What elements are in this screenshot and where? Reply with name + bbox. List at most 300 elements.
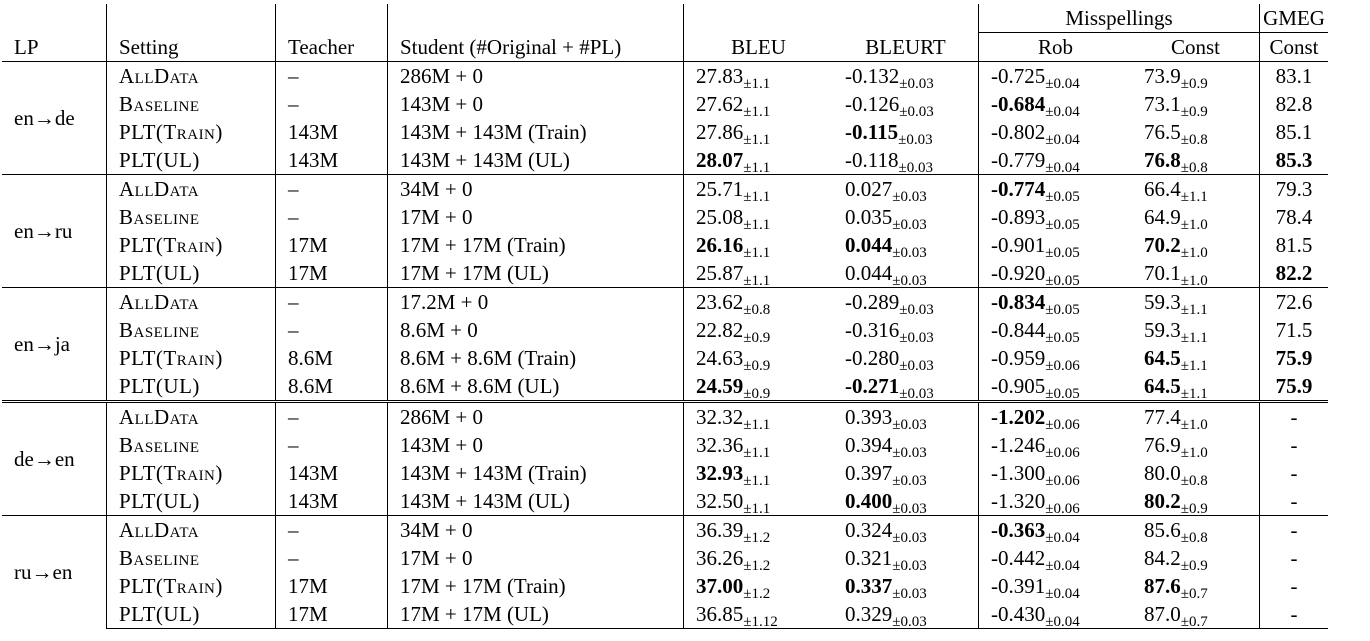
rob-cell [979,402,1133,432]
header-spacer [107,4,276,33]
table-row [2,203,1328,231]
bleu-cell [684,175,834,204]
const-ci: ±0.8 [1180,530,1208,546]
const-cell [1132,90,1260,118]
header-setting: Setting [107,33,276,62]
table-row [2,259,1328,288]
bleu-cell [684,572,834,600]
rob-cell [979,316,1133,344]
table-row [2,402,1328,432]
bleurt-ci: ±0.03 [892,530,927,546]
teacher-cell: – [276,62,388,91]
const-cell [1132,402,1260,432]
header-teacher: Teacher [276,33,388,62]
rob-value: -0.844 [991,318,1046,342]
bleurt-cell [833,146,979,175]
const-value: 84.2 [1144,546,1181,570]
setting-cell: PLT(UL) [107,259,276,288]
bleurt-ci: ±0.03 [892,586,927,602]
bleurt-cell [833,431,979,459]
rob-ci: ±0.06 [1045,501,1080,517]
bleurt-value: -0.316 [845,318,900,342]
setting-cell: Baseline [107,544,276,572]
rob-ci: ±0.05 [1045,189,1080,205]
bleu-value: 36.39 [696,518,744,542]
rob-ci: ±0.06 [1045,358,1080,374]
setting-cell: PLT(Train) [107,118,276,146]
bleurt-value: 0.321 [845,546,893,570]
bleu-cell [684,231,834,259]
table-row [2,316,1328,344]
bleurt-ci: ±0.03 [892,245,927,261]
student-cell: 143M + 143M (UL) [388,487,684,516]
setting-cell: PLT(UL) [107,487,276,516]
bleu-cell [684,146,834,175]
rob-value: -0.684 [991,92,1046,116]
const-ci: ±1.0 [1180,273,1208,289]
bleurt-value: 0.394 [845,433,893,457]
table-row [2,431,1328,459]
rob-cell [979,572,1133,600]
gmeg-cell: - [1260,572,1329,600]
rob-ci: ±0.06 [1045,417,1080,433]
const-value: 73.9 [1144,64,1181,88]
gmeg-cell: - [1260,459,1329,487]
header-bleurt: BLEURT [833,33,979,62]
rob-value: -0.391 [991,574,1046,598]
bleu-ci: ±1.2 [743,586,771,602]
const-ci: ±0.7 [1180,614,1208,630]
const-cell [1132,459,1260,487]
bleurt-ci: ±0.03 [898,160,933,176]
header-spacer [2,4,107,33]
table-row [2,487,1328,516]
bleurt-value: -0.289 [845,290,900,314]
bleu-cell [684,372,834,402]
bleurt-cell [833,516,979,545]
gmeg-cell: - [1260,431,1329,459]
rob-cell [979,372,1133,402]
gmeg-cell: - [1260,487,1329,516]
const-cell [1132,372,1260,402]
teacher-cell: 143M [276,146,388,175]
bleurt-ci: ±0.03 [899,76,934,92]
bleurt-ci: ±0.03 [899,330,934,346]
gmeg-cell: - [1260,402,1329,432]
bleurt-cell [833,175,979,204]
rob-ci: ±0.05 [1045,245,1080,261]
rob-cell [979,288,1133,317]
bleurt-cell [833,62,979,91]
const-value: 59.3 [1144,318,1181,342]
const-value: 64.5 [1144,374,1181,398]
bleurt-value: 0.044 [845,233,893,257]
rob-cell [979,62,1133,91]
bleurt-cell [833,288,979,317]
bleurt-ci: ±0.03 [899,104,934,120]
rob-ci: ±0.04 [1045,76,1080,92]
bleu-cell [684,516,834,545]
setting-cell: AllData [107,62,276,91]
const-ci: ±0.8 [1180,160,1208,176]
bleu-value: 27.83 [696,64,744,88]
bleurt-value: 0.397 [845,461,893,485]
student-cell: 286M + 0 [388,402,684,432]
bleurt-ci: ±0.03 [899,358,934,374]
rob-value: -0.834 [991,290,1046,314]
const-value: 80.2 [1144,489,1181,513]
lp-label: en→ru [2,175,107,288]
gmeg-cell: 78.4 [1260,203,1329,231]
bleu-cell [684,118,834,146]
const-ci: ±1.1 [1180,358,1208,374]
teacher-cell: – [276,175,388,204]
const-value: 76.8 [1144,148,1181,172]
bleurt-cell [833,487,979,516]
bleurt-ci: ±0.03 [892,189,927,205]
table-row [2,372,1328,402]
bleu-ci: ±0.9 [743,386,771,402]
setting-cell: PLT(UL) [107,372,276,402]
header-bleu: BLEU [684,33,834,62]
const-ci: ±1.1 [1180,330,1208,346]
bleu-value: 27.86 [696,120,744,144]
bleurt-value: -0.280 [845,346,900,370]
bleurt-cell [833,600,979,629]
student-cell: 143M + 0 [388,431,684,459]
rob-ci: ±0.05 [1045,386,1080,402]
const-cell [1132,146,1260,175]
rob-value: -1.300 [991,461,1046,485]
bleurt-ci: ±0.03 [892,445,927,461]
table-row [2,600,1328,629]
gmeg-cell: 72.6 [1260,288,1329,317]
bleu-value: 23.62 [696,290,744,314]
bleurt-value: 0.035 [845,205,893,229]
bleurt-ci: ±0.03 [892,417,927,433]
bleu-ci: ±1.1 [743,76,771,92]
student-cell: 17.2M + 0 [388,288,684,317]
bleurt-cell [833,402,979,432]
const-cell [1132,259,1260,288]
rob-cell [979,146,1133,175]
bleurt-value: 0.044 [845,261,893,285]
table-row [2,62,1328,91]
teacher-cell: 8.6M [276,344,388,372]
bleu-ci: ±1.1 [743,189,771,205]
bleurt-value: 0.027 [845,177,893,201]
bleu-value: 27.62 [696,92,744,116]
teacher-cell: – [276,431,388,459]
bleurt-value: 0.324 [845,518,893,542]
rob-cell [979,259,1133,288]
student-cell: 143M + 143M (UL) [388,146,684,175]
student-cell: 143M + 143M (Train) [388,459,684,487]
gmeg-cell: 85.3 [1260,146,1329,175]
bleu-cell [684,487,834,516]
setting-cell: PLT(Train) [107,459,276,487]
bleurt-cell [833,118,979,146]
rob-value: -0.430 [991,602,1046,626]
rob-value: -0.779 [991,148,1046,172]
teacher-cell: 17M [276,572,388,600]
rob-value: -0.442 [991,546,1046,570]
rob-cell [979,231,1133,259]
teacher-cell: – [276,288,388,317]
student-cell: 286M + 0 [388,62,684,91]
rob-ci: ±0.04 [1045,160,1080,176]
header-row [2,33,1328,62]
rob-ci: ±0.04 [1045,132,1080,148]
gmeg-cell: 81.5 [1260,231,1329,259]
student-cell: 8.6M + 0 [388,316,684,344]
bleurt-ci: ±0.03 [892,473,927,489]
rob-value: -1.320 [991,489,1046,513]
setting-cell: Baseline [107,431,276,459]
rob-ci: ±0.05 [1045,273,1080,289]
const-value: 80.0 [1144,461,1181,485]
gmeg-cell: 82.8 [1260,90,1329,118]
bleu-ci: ±1.2 [743,558,771,574]
gmeg-cell: 82.2 [1260,259,1329,288]
bleurt-ci: ±0.03 [892,614,927,630]
bleu-cell [684,316,834,344]
const-cell [1132,203,1260,231]
bleu-value: 32.50 [696,489,744,513]
bleu-cell [684,431,834,459]
header-gmeg-const: Const [1260,33,1329,62]
bleurt-cell [833,316,979,344]
setting-cell: PLT(Train) [107,231,276,259]
const-cell [1132,118,1260,146]
bleurt-ci: ±0.03 [892,501,927,517]
bleu-cell [684,544,834,572]
bleu-value: 36.26 [696,546,744,570]
const-value: 76.5 [1144,120,1181,144]
header-spacer [684,4,834,33]
bleu-cell [684,259,834,288]
bleu-ci: ±1.1 [743,160,771,176]
bleu-cell [684,90,834,118]
rob-value: -0.893 [991,205,1046,229]
rob-ci: ±0.04 [1045,530,1080,546]
const-cell [1132,487,1260,516]
bleurt-ci: ±0.03 [898,132,933,148]
gmeg-cell: 71.5 [1260,316,1329,344]
header-student: Student (#Original + #PL) [388,33,684,62]
header-spacer [276,4,388,33]
const-cell [1132,288,1260,317]
teacher-cell: 143M [276,118,388,146]
bleurt-value: 0.337 [845,574,893,598]
rob-cell [979,516,1133,545]
rob-ci: ±0.04 [1045,614,1080,630]
table-row [2,90,1328,118]
table-row [2,118,1328,146]
student-cell: 17M + 17M (Train) [388,572,684,600]
rob-value: -0.725 [991,64,1046,88]
const-value: 70.2 [1144,233,1181,257]
bleurt-value: -0.132 [845,64,900,88]
table-row [2,544,1328,572]
header-gmeg: GMEG [1260,4,1329,33]
const-cell [1132,544,1260,572]
bleu-value: 22.82 [696,318,744,342]
bleu-cell [684,402,834,432]
setting-cell: PLT(UL) [107,600,276,629]
setting-cell: AllData [107,175,276,204]
teacher-cell: 143M [276,487,388,516]
bleu-value: 26.16 [696,233,744,257]
const-cell [1132,344,1260,372]
teacher-cell: 17M [276,600,388,629]
bleurt-value: -0.118 [845,148,899,172]
table-row [2,175,1328,204]
bleurt-cell [833,203,979,231]
const-ci: ±0.8 [1180,132,1208,148]
student-cell: 34M + 0 [388,516,684,545]
header-rob: Rob [979,33,1133,62]
bleu-ci: ±1.1 [743,132,771,148]
teacher-cell: – [276,203,388,231]
bleurt-value: 0.400 [845,489,893,513]
const-ci: ±1.0 [1180,245,1208,261]
bleurt-cell [833,344,979,372]
const-cell [1132,572,1260,600]
const-value: 73.1 [1144,92,1181,116]
const-ci: ±1.0 [1180,417,1208,433]
bleu-ci: ±1.12 [743,614,778,630]
bleurt-value: 0.393 [845,405,893,429]
teacher-cell: – [276,544,388,572]
rob-cell [979,175,1133,204]
bleu-value: 32.93 [696,461,744,485]
rob-cell [979,487,1133,516]
rob-value: -0.774 [991,177,1046,201]
rob-value: -1.202 [991,405,1046,429]
teacher-cell: – [276,402,388,432]
rob-value: -0.959 [991,346,1046,370]
rob-value: -0.802 [991,120,1046,144]
bleu-ci: ±0.8 [743,302,771,318]
student-cell: 17M + 17M (UL) [388,259,684,288]
bleu-ci: ±1.1 [743,501,771,517]
bleurt-cell [833,259,979,288]
bleu-value: 24.63 [696,346,744,370]
bleu-value: 37.00 [696,574,744,598]
const-value: 64.9 [1144,205,1181,229]
const-ci: ±1.1 [1180,189,1208,205]
bleu-value: 28.07 [696,148,744,172]
bleurt-ci: ±0.03 [892,217,927,233]
student-cell: 143M + 0 [388,90,684,118]
const-ci: ±1.0 [1180,445,1208,461]
results-table [2,4,1328,629]
gmeg-cell: 83.1 [1260,62,1329,91]
bleu-ci: ±1.1 [743,273,771,289]
teacher-cell: – [276,90,388,118]
bleu-value: 36.85 [696,602,744,626]
setting-cell: AllData [107,288,276,317]
student-cell: 8.6M + 8.6M (UL) [388,372,684,402]
const-ci: ±0.7 [1180,586,1208,602]
student-cell: 17M + 17M (Train) [388,231,684,259]
rob-ci: ±0.05 [1045,330,1080,346]
setting-cell: PLT(Train) [107,572,276,600]
rob-cell [979,90,1133,118]
bleu-value: 32.32 [696,405,744,429]
header-lp: LP [2,33,107,62]
table-row [2,231,1328,259]
bleu-cell [684,344,834,372]
bleu-ci: ±1.1 [743,473,771,489]
gmeg-cell: - [1260,600,1329,629]
teacher-cell: 8.6M [276,372,388,402]
rob-ci: ±0.04 [1045,104,1080,120]
rob-value: -0.363 [991,518,1046,542]
bleu-cell [684,459,834,487]
gmeg-cell: 79.3 [1260,175,1329,204]
rob-ci: ±0.06 [1045,445,1080,461]
rob-value: -0.905 [991,374,1046,398]
const-value: 64.5 [1144,346,1181,370]
lp-label: ru→en [2,516,107,629]
bleurt-cell [833,459,979,487]
bleu-value: 32.36 [696,433,744,457]
teacher-cell: 17M [276,259,388,288]
table-row [2,344,1328,372]
bleurt-ci: ±0.03 [899,302,934,318]
student-cell: 8.6M + 8.6M (Train) [388,344,684,372]
bleu-ci: ±0.9 [743,330,771,346]
bleurt-value: 0.329 [845,602,893,626]
lp-label: de→en [2,402,107,516]
rob-value: -0.920 [991,261,1046,285]
table-row [2,146,1328,175]
rob-ci: ±0.06 [1045,473,1080,489]
const-ci: ±0.9 [1180,501,1208,517]
const-ci: ±0.9 [1180,76,1208,92]
const-cell [1132,431,1260,459]
bleu-cell [684,288,834,317]
const-cell [1132,231,1260,259]
bleu-value: 25.71 [696,177,744,201]
const-value: 59.3 [1144,290,1181,314]
bleu-ci: ±0.9 [743,358,771,374]
header-const: Const [1132,33,1260,62]
setting-cell: PLT(UL) [107,146,276,175]
bleurt-cell [833,372,979,402]
const-cell [1132,516,1260,545]
const-ci: ±0.9 [1180,558,1208,574]
const-cell [1132,175,1260,204]
bleurt-cell [833,90,979,118]
rob-value: -0.901 [991,233,1046,257]
table-row [2,459,1328,487]
bleurt-cell [833,544,979,572]
student-cell: 17M + 0 [388,203,684,231]
rob-cell [979,203,1133,231]
const-ci: ±0.8 [1180,473,1208,489]
const-ci: ±1.1 [1180,302,1208,318]
table-row [2,572,1328,600]
rob-cell [979,431,1133,459]
rob-value: -1.246 [991,433,1046,457]
rob-ci: ±0.05 [1045,217,1080,233]
student-cell: 17M + 0 [388,544,684,572]
header-spacer [833,4,979,33]
student-cell: 17M + 17M (UL) [388,600,684,629]
